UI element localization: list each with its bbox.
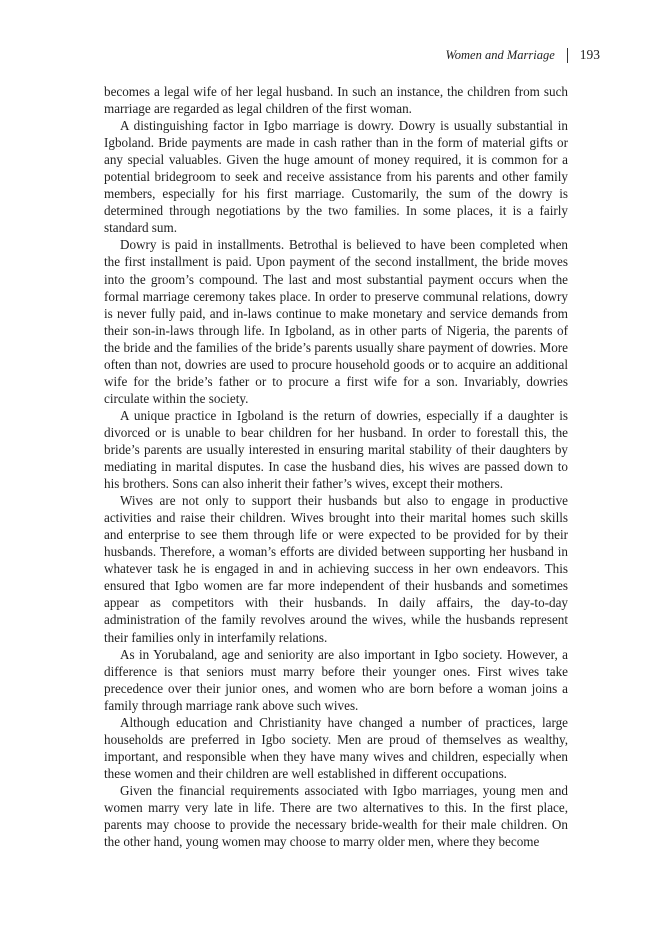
header-divider (567, 48, 568, 63)
body-text (104, 83, 568, 850)
paragraph: Wives are not only to support their husbands but also to engage in productive activities and raise their children. Wives brought into their marital homes such skills and enterprise to see them through life or were expected to be provided for by their husbands. Therefore, a woman’s efforts are divided between supporting her husband in whatever task he is engaged in and in achieving success in her own endeavors. This ensured that Igbo women are far more independent of their husbands and sometimes appear as competitors with their husbands. In daily affairs, the day-to-day administration of the family revolves around the wives, while the husbands represent their families only in interfamily relations. (104, 493, 568, 645)
page-number: 193 (579, 47, 600, 62)
paragraph: Given the financial requirements associated with Igbo marriages, young men and women marry very late in life. There are two alternatives to this. In the first place, parents may choose to provide the necessary bride-wealth for their male children. On the other hand, young women may choose to marry older men, where they become (104, 782, 568, 850)
paragraph-continued: becomes a legal wife of her legal husband. In such an instance, the children from such marriage are regarded as legal children of the first woman. (104, 84, 568, 117)
running-title: Women and Marriage (445, 47, 555, 62)
paragraph: As in Yorubaland, age and seniority are also important in Igbo society. However, a difference is that seniors must marry before their younger ones. First wives take precedence over their junior ones, and women who are born before a woman joins a family through marriage rank above such wives. (104, 646, 568, 713)
paragraph: Dowry is paid in installments. Betrothal is believed to have been completed when the first installment is paid. Upon payment of the second installment, the bride moves into the groom’s compound. The last and most substantial payment occurs when the formal marriage ceremony takes place. In order to preserve communal relations, dowry is never fully paid, and in-laws continue to make monetary and service demands from their son-in-laws through life. In Igboland, as in other parts of Nigeria, the parents of the bride and the families of the bride’s parents usually share payment of dowries. More often than not, dowries are used to procure household goods or to acquire an additional wife for the bride’s father or to procure a first wife for a son. Invariably, dowries circulate within the society. (104, 237, 568, 406)
paragraph: A unique practice in Igboland is the return of dowries, especially if a daughter is divorced or is unable to bear children for her husband. In order to forestall this, the bride’s parents are usually interested in ensuring marital stability of their daughters by mediating in marital disputes. In case the husband dies, his wives are passed down to his brothers. Sons can also inherit their father’s wives, except their mothers. (104, 407, 568, 492)
running-head (445, 47, 600, 63)
paragraph: A distinguishing factor in Igbo marriage is dowry. Dowry is usually substantial in Igboland. Bride payments are made in cash rather than in the form of material gifts or any special valuables. Given the huge amount of money required, it is common for a potential bridegroom to seek and receive assistance from his parents and other family members, especially for his first marriage. Customarily, the sum of the dowry is determined through negotiations by the two families. In some places, it is a fairly standard sum. (104, 118, 568, 236)
paragraph: Although education and Christianity have changed a number of practices, large households are preferred in Igbo society. Men are proud of themselves as wealthy, important, and responsible when they have many wives and children, especially when these women and their children are well established in different occupations. (104, 714, 568, 781)
